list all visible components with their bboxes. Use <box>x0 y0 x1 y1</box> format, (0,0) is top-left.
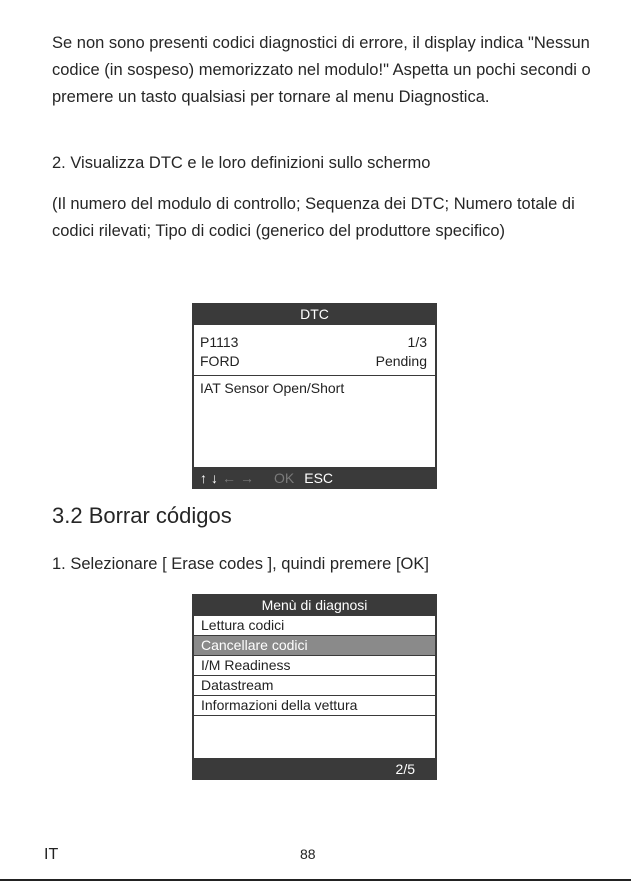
step-1-instruction: 1. Selezionare [ Erase codes ], quindi premere [OK] <box>52 555 429 573</box>
bottom-rule <box>0 879 631 881</box>
dtc-screen-title: DTC <box>194 303 435 325</box>
menu-item-erase-codes[interactable]: Cancellare codici <box>194 636 435 656</box>
step-2-heading: 2. Visualizza DTC e le loro definizioni sullo schermo <box>52 154 431 172</box>
language-code: IT <box>44 846 59 863</box>
arrow-left-icon: ← <box>222 470 236 486</box>
menu-item-read-codes[interactable]: Lettura codici <box>194 616 435 636</box>
diagnostic-menu-footer <box>194 758 435 780</box>
diagnostic-menu-title: Menù di diagnosi <box>194 594 435 616</box>
dtc-code-row <box>194 333 435 352</box>
dtc-status: Pending <box>375 353 427 369</box>
diagnostic-menu-screen <box>192 594 437 780</box>
menu-item-vehicle-info[interactable]: Informazioni della vettura <box>194 696 435 716</box>
dtc-footer-bar <box>194 467 435 489</box>
menu-page-indicator: 2/5 <box>395 761 415 777</box>
dtc-index: 1/3 <box>407 334 427 350</box>
arrow-down-icon[interactable]: ↓ <box>211 470 218 486</box>
section-heading: 3.2 Borrar códigos <box>52 503 232 528</box>
arrow-right-icon: → <box>240 470 254 486</box>
arrow-up-icon[interactable]: ↑ <box>200 470 207 486</box>
dtc-make: FORD <box>200 353 240 369</box>
dtc-make-row <box>194 352 435 371</box>
menu-item-im-readiness[interactable]: I/M Readiness <box>194 656 435 676</box>
page-number: 88 <box>300 846 316 862</box>
menu-item-datastream[interactable]: Datastream <box>194 676 435 696</box>
step-2-description: (Il numero del modulo di controllo; Sequenza dei DTC; Numero totale di codici rilevati; Tipo di codici (generico del produttore specifico) <box>52 195 575 240</box>
esc-key-label[interactable]: ESC <box>304 470 334 486</box>
ok-key-label: OK <box>274 470 295 486</box>
dtc-code: P1113 <box>200 334 239 350</box>
dtc-definition: IAT Sensor Open/Short <box>200 380 345 396</box>
intro-paragraph: Se non sono presenti codici diagnostici di errore, il display indica "Nessun codice (in sospeso) memorizzato nel modulo!" Aspetta un pochi secondi o premere un tasto qualsiasi per tornare al menu Diagnostica. <box>52 34 591 106</box>
dtc-screen <box>192 303 437 489</box>
dtc-header <box>194 325 435 376</box>
